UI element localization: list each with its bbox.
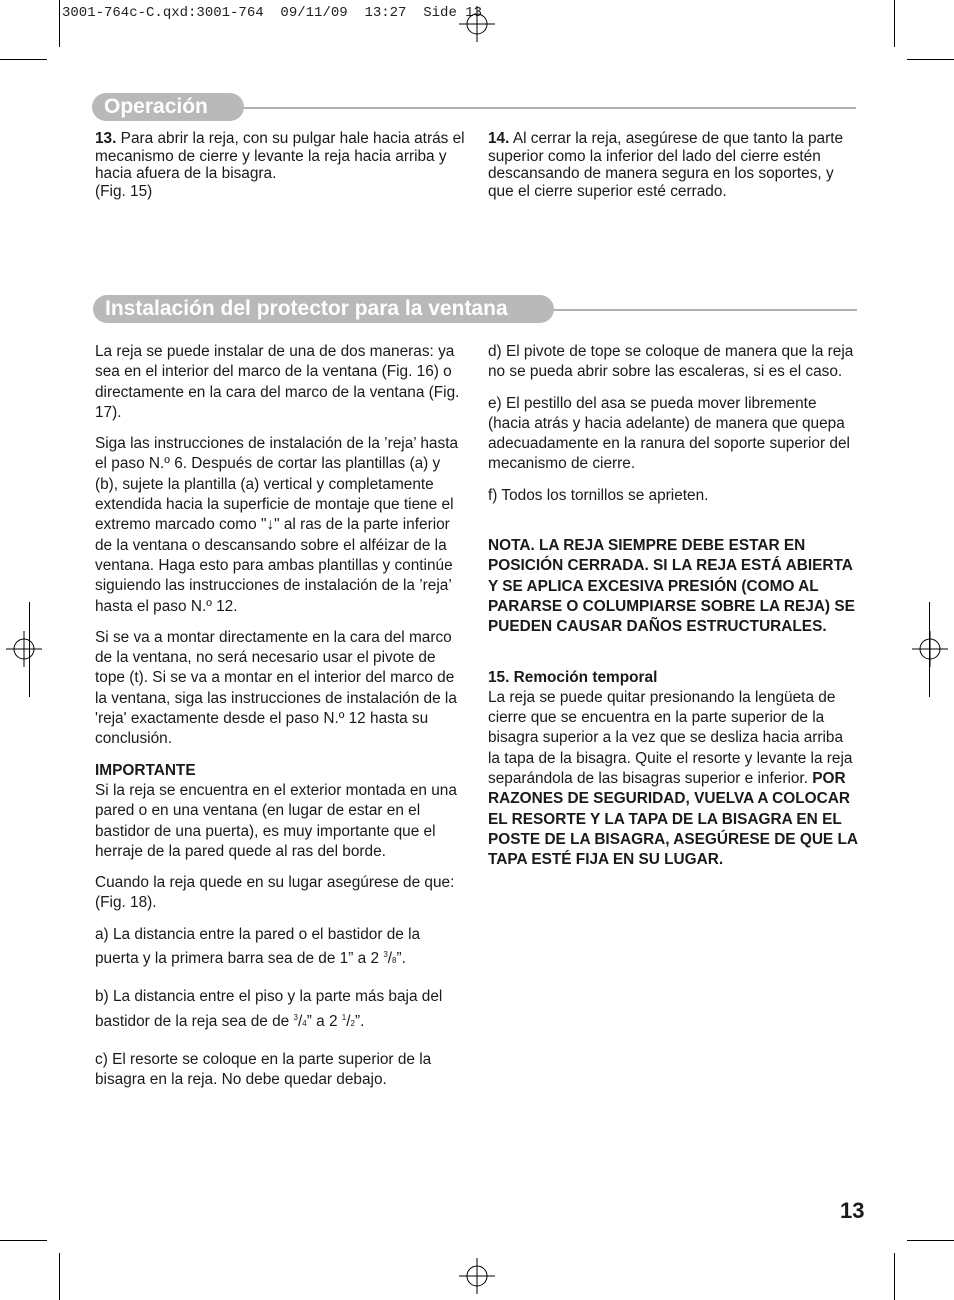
step-15-warning: POR RAZONES DE SEGURIDAD, VUELVA A COLOCAR EL RESORTE Y LA TAPA DE LA BISAGRA EN EL POSTE DE LA BISAGRA, ASEGÚRESE DE QUE LA TAPA ESTÉ FIJA EN SU LUGAR. [488, 770, 858, 869]
crop-mark [29, 602, 30, 697]
importante-text: Si la reja se encuentra en el exterior montada en una pared o en una ventana (en lugar de estar en el bastidor de una puerta), es muy importante que el herraje de la pared quede al ras del borde. [95, 781, 457, 860]
right-column [488, 342, 858, 882]
importante-block [95, 761, 467, 862]
step-14-number: 14. [488, 130, 510, 147]
step-13 [95, 130, 465, 200]
step-15-text: La reja se puede quitar presionando la lengüeta de cierre que se encuentra en la parte superior de la bisagra superior a la vez que se desliza hacia arriba la tapa de la bisagra. Quite el resorte y levante la reja separándola de las bisagras superior e inferior. [488, 688, 853, 788]
step-15-title: 15. Remoción temporal [488, 668, 658, 686]
crop-mark [907, 59, 954, 60]
crop-mark [929, 602, 930, 697]
list-item-a: a) La distancia entre la pared o el bastidor de la puerta y la primera barra sea de de 1” a 2 $^3$/8”. [95, 925, 421, 968]
list-item-e: e) El pestillo del asa se pueda mover libremente (hacia atrás y hacia adelante) de manera que quepa adecuadamente en la ranura del soporte superior del mecanismo de cierre. [488, 394, 850, 473]
importante-label: IMPORTANTE [95, 761, 196, 779]
list-item-f: f) Todos los tornillos se aprieten. [488, 486, 709, 504]
down-arrow-icon: ↓ [266, 516, 275, 534]
step-15 [488, 668, 858, 871]
crop-mark [0, 59, 47, 60]
crop-mark [907, 1240, 954, 1241]
step-13-text: Para abrir la reja, con su pulgar hale hacia atrás el mecanismo de cierre y levante la reja hacia arriba y hacia afuera de la bisagra. [95, 130, 465, 182]
step-13-number: 13. [95, 130, 117, 147]
section-heading-operacion: Operación [92, 93, 244, 121]
paragraph: Si se va a montar directamente en la cara del marco de la ventana, no será necesario usar el pivote de tope (t). Si se va a montar en el interior del marco de la ventana, siga las instrucciones de instalación de la 'reja' exactamente desde el paso N.º 12 hasta su conclusión. [95, 628, 457, 748]
paragraph: Siga las instrucciones de instalación de la ’reja’ hasta el paso N.º 6. Después de cortar las plantillas (a) y (b), sujete la plantilla (a) vertical y completamente extendida hacia la superficie de montaje que tiene el extremo marcado como "↓" al ras de la parte inferior de la ventana o descansando sobre el alféizar de la ventana. Haga esto para ambas plantillas y continúe siguiendo las instrucciones de instalación de la ’reja’ hasta el paso N.º 12. [95, 435, 459, 615]
step-13-figure-ref: (Fig. 15) [95, 182, 153, 200]
section-heading-instalacion: Instalación del protector para la ventana [93, 295, 554, 323]
crop-mark [894, 0, 895, 47]
page-number: 13 [840, 1198, 865, 1223]
printer-slug: 3001-764c-C.qxd:3001-764 09/11/09 13:27 Side 13 [62, 5, 483, 21]
list-item-b: b) La distancia entre el piso y la parte más baja del bastidor de la reja sea de de $^3$/4” a 2 $^1$/2”. [95, 988, 443, 1030]
paragraph: Cuando la reja quede en su lugar asegúrese de que: (Fig. 18). [95, 874, 455, 912]
list-item-d: d) El pivote de tope se coloque de manera que la reja no se pueda abrir sobre las escaleras, si es el caso. [488, 343, 854, 381]
crop-mark [59, 1253, 60, 1300]
section-rule [540, 309, 857, 311]
registration-mark-icon [459, 1258, 495, 1294]
step-14 [488, 130, 858, 200]
left-column [95, 342, 467, 1102]
registration-mark-icon [459, 6, 495, 42]
crop-mark [0, 1240, 47, 1241]
safety-note: NOTA. LA REJA SIEMPRE DEBE ESTAR EN POSICIÓN CERRADA. SI LA REJA ESTÁ ABIERTA Y SE APLICA EXCESIVA PRESIÓN (COMO AL PARARSE O COLUMPIARSE SOBRE LA REJA) SE PUEDEN CAUSAR DAÑOS ESTRUCTURALES. [488, 537, 855, 636]
crop-mark [59, 0, 60, 47]
paragraph: La reja se puede instalar de una de dos maneras: ya sea en el interior del marco de la ventana (Fig. 16) o directamente en la cara del marco de la ventana (Fig. 17). [95, 343, 460, 421]
step-14-text: Al cerrar la reja, asegúrese de que tanto la parte superior como la inferior del lado del cierre estén descansando de manera segura en los soportes, y que el cierre superior esté cerrado. [488, 130, 844, 200]
registration-mark-icon [912, 631, 948, 667]
crop-mark [894, 1253, 895, 1300]
section-rule [236, 107, 856, 109]
list-item-c: c) El resorte se coloque en la parte superior de la bisagra en la reja. No debe quedar debajo. [95, 1050, 432, 1089]
registration-mark-icon [6, 631, 42, 667]
